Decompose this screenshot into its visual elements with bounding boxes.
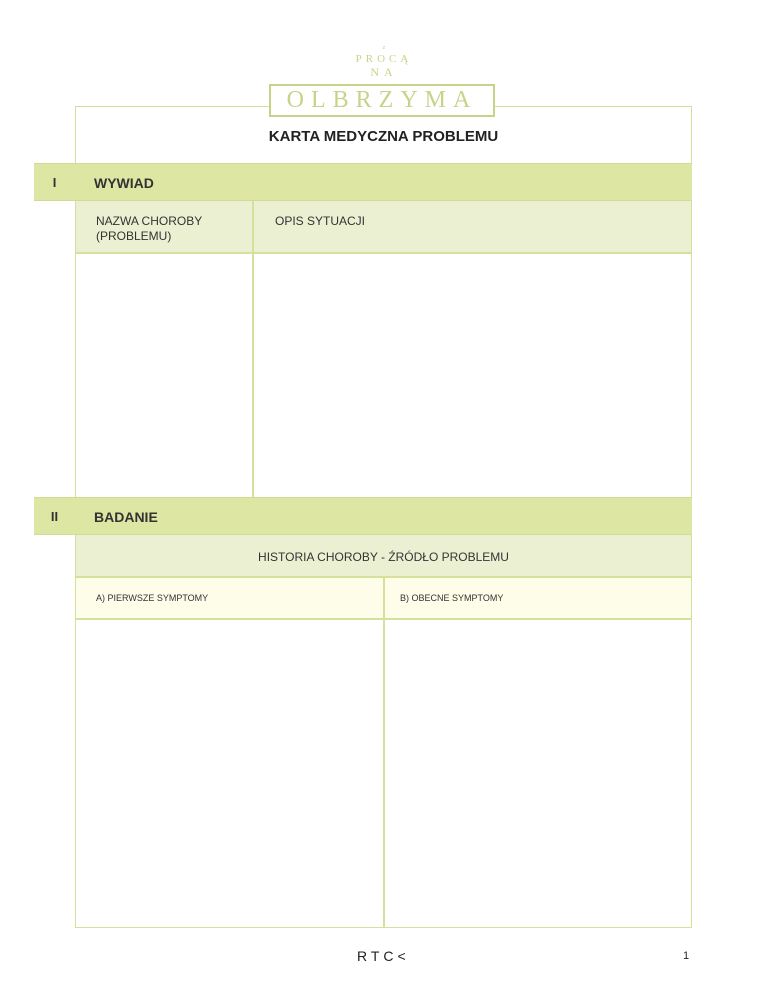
document-title: KARTA MEDYCZNA PROBLEMU <box>268 128 499 145</box>
illness-name-label: NAZWA CHOROBY (PROBLEMU) <box>96 214 203 243</box>
logo-main: OLBRZYMA <box>269 84 495 117</box>
logo-line-1: PROCĄ <box>355 53 413 65</box>
page-number: 1 <box>683 950 690 962</box>
section-1-number: I <box>34 163 75 201</box>
logo-line-2: NA <box>370 65 398 79</box>
current-symptoms-label: B) OBECNE SYMPTOMY <box>400 593 504 603</box>
illness-name-field[interactable] <box>76 254 252 496</box>
first-symptoms-label: A) PIERWSZE SYMPTOMY <box>96 593 209 603</box>
section-1-header: WYWIAD <box>75 163 692 201</box>
current-symptoms-field[interactable] <box>385 620 691 926</box>
first-symptoms-field[interactable] <box>76 620 383 926</box>
history-subheader: HISTORIA CHOROBY - ŹRÓDŁO PROBLEMU <box>258 550 509 564</box>
section-2-number: II <box>34 497 75 535</box>
situation-description-label: OPIS SYTUACJI <box>275 214 366 228</box>
footer-logo: RTC< <box>357 948 410 964</box>
logo-small-letter: z <box>382 45 386 51</box>
section-2-header: BADANIE <box>75 497 692 535</box>
situation-description-field[interactable] <box>254 254 691 496</box>
